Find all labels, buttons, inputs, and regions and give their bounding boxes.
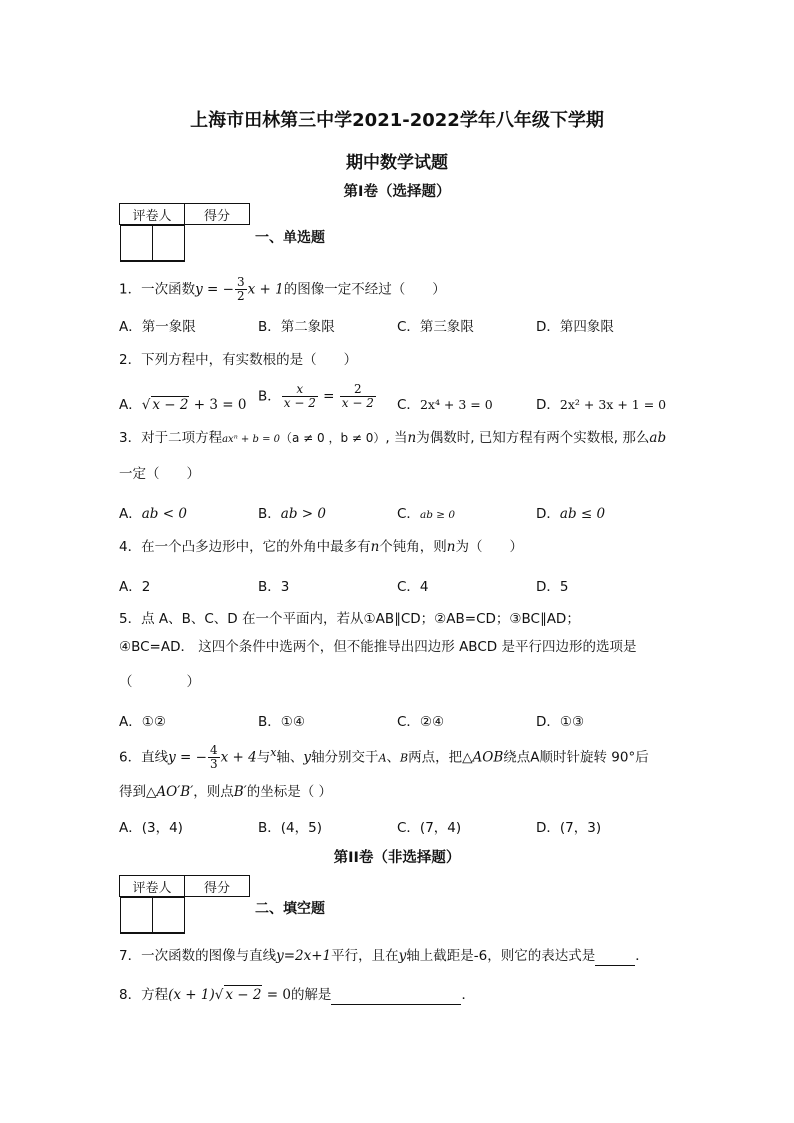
- question-1: [119, 276, 446, 303]
- q5-option-b[interactable]: B．①④: [258, 714, 305, 730]
- q3-c-label: C．: [397, 506, 420, 522]
- q6-A: A: [378, 751, 387, 765]
- question-3: [119, 429, 666, 449]
- q3-option-d[interactable]: [536, 502, 605, 522]
- question-5-line2: ④BC=AD． 这四个条件中选两个，但不能推导出四边形 ABCD 是平行四边形的选项是: [119, 639, 637, 655]
- part-1-heading: 一、单选题: [255, 230, 325, 246]
- q6-option-c[interactable]: C．(7，4): [397, 820, 462, 836]
- q8-tail: = 0: [262, 987, 291, 1003]
- q3-d-label: D．: [536, 506, 560, 522]
- q2-c-math: 2x⁴ + 3 = 0: [419, 397, 493, 412]
- section-2-title: 第II卷（非选择题）: [333, 850, 461, 866]
- q7-eq: y=2x+1: [276, 948, 332, 964]
- q1-option-a[interactable]: A．第一象限: [119, 319, 196, 335]
- q6-x: x: [270, 746, 277, 759]
- q3-ab: ab: [649, 430, 667, 446]
- q6-fraction: [208, 744, 220, 771]
- q3-pre: 3．对于二项方程: [119, 430, 223, 446]
- q4-mid: 个钝角，则: [379, 539, 447, 555]
- q2-b-frac2: [340, 383, 376, 410]
- grader-cell[interactable]: [120, 226, 152, 261]
- q5-option-d[interactable]: D．①③: [536, 714, 585, 730]
- q2-b-d2: x − 2: [341, 396, 374, 410]
- q2-option-d[interactable]: [536, 393, 666, 413]
- q8-answer-blank[interactable]: [331, 986, 461, 1005]
- q6-mid5: 两点，把△: [408, 749, 473, 766]
- q7-answer-blank[interactable]: [595, 947, 635, 966]
- q8-pre: 8．方程: [119, 987, 169, 1003]
- q7-end: ．: [635, 948, 649, 964]
- q6-Bp: B′: [233, 784, 247, 800]
- q4-n2: n: [446, 539, 456, 555]
- q6-y: y: [168, 749, 176, 766]
- q4-option-b[interactable]: B．3: [258, 579, 290, 595]
- q1-option-b[interactable]: B．第二象限: [258, 319, 335, 335]
- q6-num: 4: [209, 743, 218, 757]
- q6-AOB: AOB: [472, 749, 504, 766]
- q2-a-radicand: x − 2: [152, 397, 189, 413]
- q6-option-b[interactable]: B．(4，5): [258, 820, 322, 836]
- question-3-line2: 一定（ ）: [119, 466, 200, 482]
- q3-mid: , 当: [385, 430, 408, 446]
- q2-b-frac1: [282, 383, 318, 410]
- q6-y2: y: [303, 749, 312, 766]
- q1-fraction: [235, 276, 247, 303]
- section-1-title: 第I卷（选择题）: [343, 184, 451, 200]
- q3-post: 为偶数时, 已知方程有两个实数根, 那么: [416, 430, 650, 446]
- q6-tail: x + 4: [220, 749, 257, 766]
- question-6: [119, 744, 649, 771]
- q6-mid2: 轴、: [276, 749, 304, 766]
- part-2-heading: 二、填空题: [255, 901, 325, 917]
- score-table-1: [119, 203, 250, 262]
- q6-AOB2: AO′B′: [156, 784, 194, 800]
- q1-option-c[interactable]: C．第三象限: [397, 319, 474, 335]
- q2-d-math: 2x² + 3x + 1 = 0: [559, 397, 667, 412]
- q8-end: ．: [461, 987, 475, 1003]
- q2-b-n1: x: [282, 383, 318, 397]
- q6-eq: = −: [175, 749, 207, 766]
- q7-y: y: [398, 948, 407, 964]
- q6-pre: 6．直线: [119, 749, 169, 766]
- q2-option-b[interactable]: [258, 383, 377, 410]
- q6-mid3: 轴分别交于: [311, 749, 379, 766]
- q1-den: 2: [236, 289, 245, 303]
- q2-a-label: A．: [119, 397, 142, 413]
- document-title: 上海市田林第三中学2021-2022学年八年级下学期: [190, 110, 604, 131]
- q6-option-d[interactable]: D．(7，3): [536, 820, 602, 836]
- q2-b-label: B．: [258, 388, 281, 405]
- q3-a-label: A．: [119, 506, 142, 522]
- question-5-line1: 5．点 A、B、C、D 在一个平面内，若从①AB∥CD；②AB=CD；③BC∥AD；: [119, 611, 580, 627]
- q8-radicand: x − 2: [225, 987, 262, 1003]
- q2-b-eq: =: [318, 388, 339, 405]
- score-header: 得分: [185, 876, 250, 897]
- q2-c-label: C．: [397, 397, 420, 413]
- q7-post: 轴上截距是-6，则它的表达式是: [406, 948, 596, 964]
- q3-b-label: B．: [258, 506, 281, 522]
- q3-n: n: [407, 430, 417, 446]
- question-8: 8．方程(x + 1)√ x − 2 = 0的解是 ．: [119, 987, 475, 1003]
- q1-eq: = −: [202, 281, 234, 298]
- q4-n1: n: [370, 539, 380, 555]
- question-7: [119, 947, 649, 966]
- q5-option-c[interactable]: C．②④: [397, 714, 445, 730]
- q6-line2-post: 的坐标是（ ）: [246, 784, 333, 800]
- q3-option-b[interactable]: [258, 502, 326, 522]
- q6-post: 绕点A顺时针旋转 90°后: [503, 749, 649, 766]
- q8-post: 的解是: [290, 987, 332, 1003]
- score-cell[interactable]: [152, 226, 184, 261]
- q1-option-d[interactable]: D．第四象限: [536, 319, 614, 335]
- q7-mid: 平行，且在: [331, 948, 399, 964]
- q3-cond: （a ≠ 0 ，b ≠ 0）: [279, 431, 386, 445]
- q3-b-math: ab > 0: [280, 506, 326, 522]
- score-header: 得分: [185, 204, 250, 225]
- q2-d-label: D．: [536, 397, 560, 413]
- q1-num: 3: [236, 275, 245, 289]
- q5-option-a[interactable]: A．①②: [119, 714, 166, 730]
- q4-pre: 4．在一个凸多边形中，它的外角中最多有: [119, 539, 371, 555]
- q1-prefix: 1．一次函数: [119, 281, 196, 298]
- q6-mid4: 、: [386, 749, 401, 766]
- grader-header: 评卷人: [120, 204, 185, 225]
- q4-option-a[interactable]: A．2: [119, 579, 151, 595]
- q3-c-math: ab ≥ 0: [419, 509, 456, 521]
- q3-eq: axⁿ + b = 0: [222, 434, 280, 445]
- q6-line2-pre: 得到△: [119, 784, 157, 800]
- q4-option-d[interactable]: D．5: [536, 579, 569, 595]
- q6-den: 3: [209, 757, 218, 771]
- q2-b-n2: 2: [340, 383, 376, 397]
- q2-option-a[interactable]: A．√ x − 2 + 3 = 0: [119, 397, 247, 413]
- question-2: 2．下列方程中，有实数根的是（ ）: [119, 352, 358, 368]
- grader-cell[interactable]: [120, 898, 152, 933]
- q3-d-math: ab ≤ 0: [559, 506, 606, 522]
- q7-pre: 7．一次函数的图像与直线: [119, 948, 277, 964]
- q6-mid1: 与: [256, 749, 271, 766]
- document-subtitle: 期中数学试题: [346, 153, 448, 173]
- q2-a-tail: + 3 = 0: [189, 397, 247, 413]
- q1-suffix: 的图像一定不经过（ ）: [283, 281, 446, 298]
- q3-option-c[interactable]: [397, 502, 455, 522]
- q2-b-d1: x − 2: [283, 396, 316, 410]
- q4-post: 为（ ）: [455, 539, 523, 555]
- question-4: [119, 538, 523, 556]
- score-cell[interactable]: [152, 898, 184, 933]
- q2-option-c[interactable]: [397, 393, 493, 413]
- q4-option-c[interactable]: C．4: [397, 579, 429, 595]
- q6-line2-mid: ，则点: [193, 784, 234, 800]
- q8-eq: (x + 1): [168, 987, 215, 1003]
- question-6-line2: [119, 783, 332, 801]
- question-5-line3: （ ）: [119, 674, 200, 690]
- q6-B: B: [400, 751, 409, 765]
- q3-a-math: ab < 0: [141, 506, 187, 522]
- grader-header: 评卷人: [120, 876, 185, 897]
- q1-y: y: [195, 281, 203, 298]
- q6-option-a[interactable]: A．(3，4): [119, 820, 183, 836]
- score-table-2: [119, 875, 250, 934]
- q3-option-a[interactable]: [119, 502, 187, 522]
- q1-tail: x + 1: [247, 281, 284, 298]
